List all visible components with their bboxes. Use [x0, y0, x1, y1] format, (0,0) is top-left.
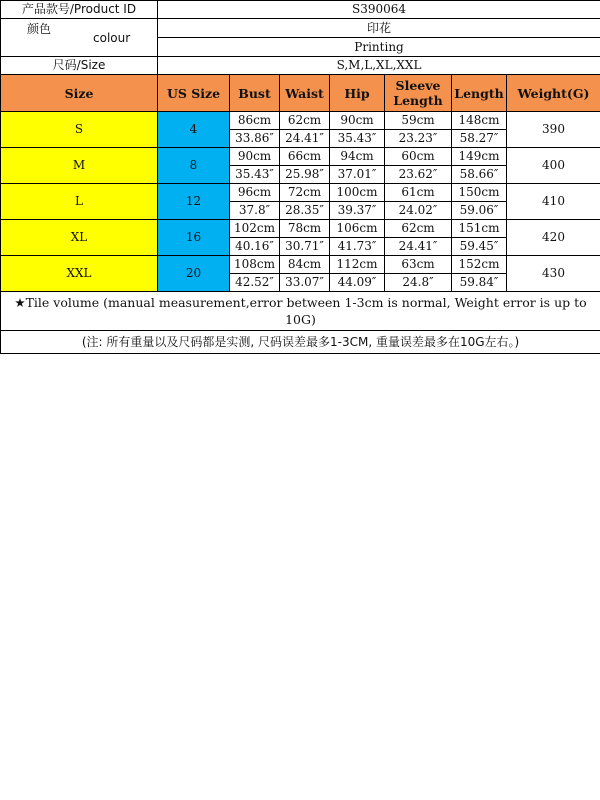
table-row [1, 220, 600, 238]
inch-value-cell: 24.02″ [385, 202, 452, 220]
size-cell: XXL [1, 256, 158, 292]
inch-value-cell: 58.66″ [452, 166, 507, 184]
size-cell: L [1, 184, 158, 220]
header-sleeve-length: Sleeve Length [385, 75, 452, 112]
cm-value-cell: 108cm [230, 256, 280, 274]
inch-value-cell: 24.41″ [280, 130, 330, 148]
inch-value-cell: 30.71″ [280, 238, 330, 256]
cm-value-cell: 112cm [330, 256, 385, 274]
cm-value-cell: 72cm [280, 184, 330, 202]
inch-value-cell: 37.01″ [330, 166, 385, 184]
size-chart-table [0, 0, 600, 354]
colour-label-en: colour [93, 31, 131, 45]
table-row [1, 148, 600, 166]
chinese-note: (注: 所有重量以及尺码都是实测, 尺码误差最多1-3CM, 重量误差最多在10G左右。) [1, 331, 600, 354]
cm-value-cell: 149cm [452, 148, 507, 166]
cm-value-cell: 100cm [330, 184, 385, 202]
header-length: Length [452, 75, 507, 112]
weight-cell: 390 [507, 112, 600, 148]
inch-value-cell: 42.52″ [230, 274, 280, 292]
cm-value-cell: 62cm [385, 220, 452, 238]
inch-value-cell: 39.37″ [330, 202, 385, 220]
table-row [1, 112, 600, 130]
product-id-value: S390064 [158, 1, 600, 19]
cm-value-cell: 96cm [230, 184, 280, 202]
size-list: S,M,L,XL,XXL [158, 57, 600, 75]
inch-value-cell: 44.09″ [330, 274, 385, 292]
size-label: 尺码/Size [1, 57, 158, 75]
colour-label [1, 19, 158, 57]
weight-cell: 430 [507, 256, 600, 292]
header-waist: Waist [280, 75, 330, 112]
size-cell: S [1, 112, 158, 148]
inch-value-cell: 37.8″ [230, 202, 280, 220]
english-note: ★Tile volume (manual measurement,error between 1-3cm is normal, Weight error is up to 10G) [1, 292, 600, 331]
header-weight: Weight(G) [507, 75, 600, 112]
table-row [1, 256, 600, 274]
us-size-cell: 16 [158, 220, 230, 256]
weight-cell: 400 [507, 148, 600, 184]
inch-value-cell: 28.35″ [280, 202, 330, 220]
size-cell: XL [1, 220, 158, 256]
inch-value-cell: 23.23″ [385, 130, 452, 148]
us-size-cell: 8 [158, 148, 230, 184]
inch-value-cell: 24.41″ [385, 238, 452, 256]
size-cell: M [1, 148, 158, 184]
header-bust: Bust [230, 75, 280, 112]
cm-value-cell: 94cm [330, 148, 385, 166]
weight-cell: 420 [507, 220, 600, 256]
inch-value-cell: 35.43″ [230, 166, 280, 184]
cm-value-cell: 106cm [330, 220, 385, 238]
cm-value-cell: 151cm [452, 220, 507, 238]
cm-value-cell: 62cm [280, 112, 330, 130]
cm-value-cell: 60cm [385, 148, 452, 166]
header-us-size: US Size [158, 75, 230, 112]
cm-value-cell: 148cm [452, 112, 507, 130]
product-id-label: 产品款号/Product ID [1, 1, 158, 19]
inch-value-cell: 25.98″ [280, 166, 330, 184]
cm-value-cell: 84cm [280, 256, 330, 274]
us-size-cell: 20 [158, 256, 230, 292]
colour-value-cn: 印花 [158, 19, 600, 38]
colour-label-cn: 颜色 [27, 22, 52, 36]
cm-value-cell: 59cm [385, 112, 452, 130]
us-size-cell: 4 [158, 112, 230, 148]
inch-value-cell: 33.07″ [280, 274, 330, 292]
inch-value-cell: 35.43″ [330, 130, 385, 148]
inch-value-cell: 33.86″ [230, 130, 280, 148]
cm-value-cell: 78cm [280, 220, 330, 238]
inch-value-cell: 59.06″ [452, 202, 507, 220]
cm-value-cell: 63cm [385, 256, 452, 274]
cm-value-cell: 90cm [330, 112, 385, 130]
inch-value-cell: 59.45″ [452, 238, 507, 256]
inch-value-cell: 23.62″ [385, 166, 452, 184]
inch-value-cell: 59.84″ [452, 274, 507, 292]
cm-value-cell: 66cm [280, 148, 330, 166]
cm-value-cell: 152cm [452, 256, 507, 274]
colour-value-en: Printing [158, 38, 600, 57]
cm-value-cell: 102cm [230, 220, 280, 238]
header-size: Size [1, 75, 158, 112]
cm-value-cell: 150cm [452, 184, 507, 202]
cm-value-cell: 86cm [230, 112, 280, 130]
cm-value-cell: 61cm [385, 184, 452, 202]
weight-cell: 410 [507, 184, 600, 220]
us-size-cell: 12 [158, 184, 230, 220]
header-hip: Hip [330, 75, 385, 112]
inch-value-cell: 40.16″ [230, 238, 280, 256]
cm-value-cell: 90cm [230, 148, 280, 166]
table-row [1, 184, 600, 202]
inch-value-cell: 41.73″ [330, 238, 385, 256]
inch-value-cell: 24.8″ [385, 274, 452, 292]
inch-value-cell: 58.27″ [452, 130, 507, 148]
